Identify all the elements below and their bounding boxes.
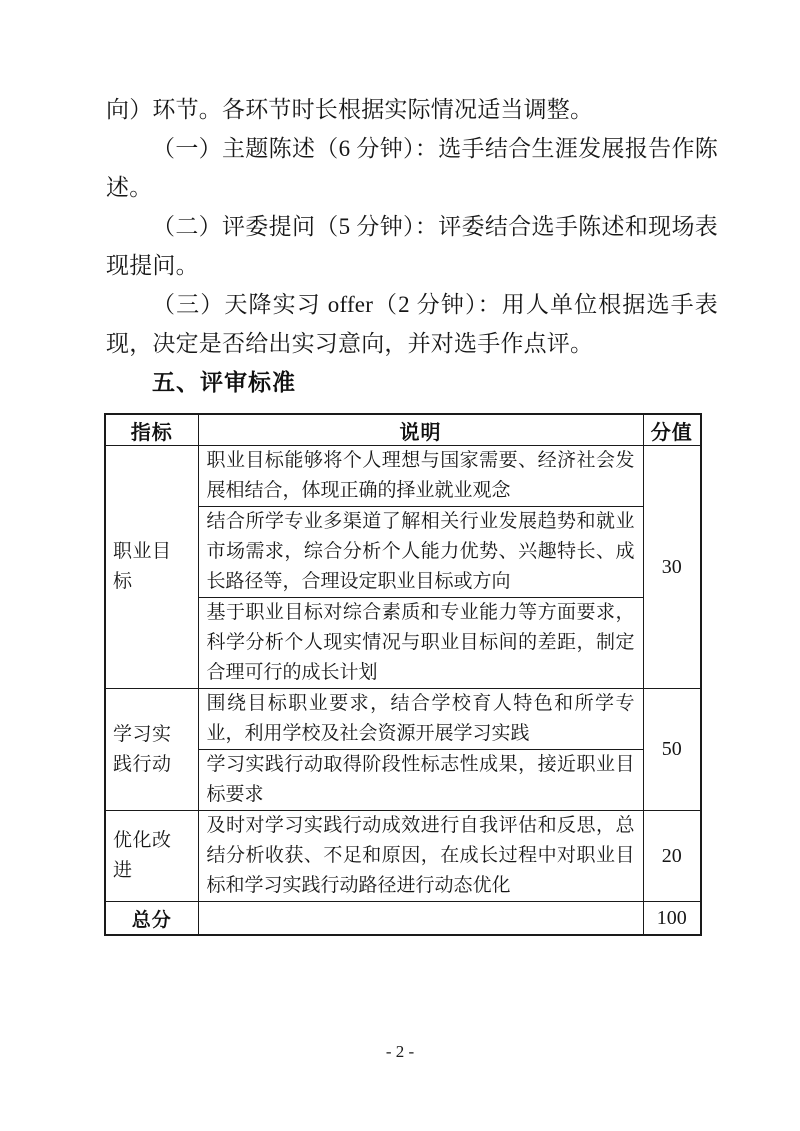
description-cell: 职业目标能够将个人理想与国家需要、经济社会发展相结合，体现正确的择业就业观念 [198, 446, 643, 507]
table-header-row [105, 414, 701, 446]
description-cell: 学习实践行动取得阶段性标志性成果，接近职业目标要求 [198, 750, 643, 811]
table-row [105, 446, 701, 507]
document-body [106, 0, 718, 936]
description-cell: 结合所学专业多渠道了解相关行业发展趋势和就业市场需求，综合分析个人能力优势、兴趣特长、成长路径等，合理设定职业目标或方向 [198, 507, 643, 598]
indicator-cell-practice: 学习实践行动 [105, 689, 198, 811]
table-row [105, 811, 701, 902]
paragraph-item-1: （一）主题陈述（6 分钟）：选手结合生涯发展报告作陈述。 [106, 136, 718, 200]
header-score: 分值 [643, 414, 701, 446]
indicator-cell-career-goal: 职业目标 [105, 446, 198, 689]
header-indicator: 指标 [105, 414, 198, 446]
paragraph-continuation: 向）环节。各环节时长根据实际情况适当调整。 [106, 97, 594, 122]
paragraph-item-3: （三）天降实习 offer（2 分钟）：用人单位根据选手表现，决定是否给出实习意向，并对选手作点评。 [106, 292, 718, 356]
description-cell: 及时对学习实践行动成效进行自我评估和反思，总结分析收获、不足和原因，在成长过程中对职业目标和学习实践行动路径进行动态优化 [198, 811, 643, 902]
page-number: - 2 - [385, 1042, 415, 1061]
total-empty-cell [198, 902, 643, 936]
total-score-cell: 100 [643, 902, 701, 936]
criteria-table [104, 413, 702, 936]
section-heading: 五、评审标准 [152, 369, 296, 395]
description-cell: 基于职业目标对综合素质和专业能力等方面要求，科学分析个人现实情况与职业目标间的差距，制定合理可行的成长计划 [198, 598, 643, 689]
description-cell: 围绕目标职业要求，结合学校育人特色和所学专业，利用学校及社会资源开展学习实践 [198, 689, 643, 750]
score-cell-optimize: 20 [643, 811, 701, 902]
table-row [105, 689, 701, 750]
indicator-cell-optimize: 优化改进 [105, 811, 198, 902]
paragraph-item-2: （二）评委提问（5 分钟）：评委结合选手陈述和现场表现提问。 [106, 214, 718, 278]
header-description: 说明 [198, 414, 643, 446]
score-cell-practice: 50 [643, 689, 701, 811]
total-label-cell: 总分 [105, 902, 198, 936]
table-total-row [105, 902, 701, 936]
score-cell-career-goal: 30 [643, 446, 701, 689]
